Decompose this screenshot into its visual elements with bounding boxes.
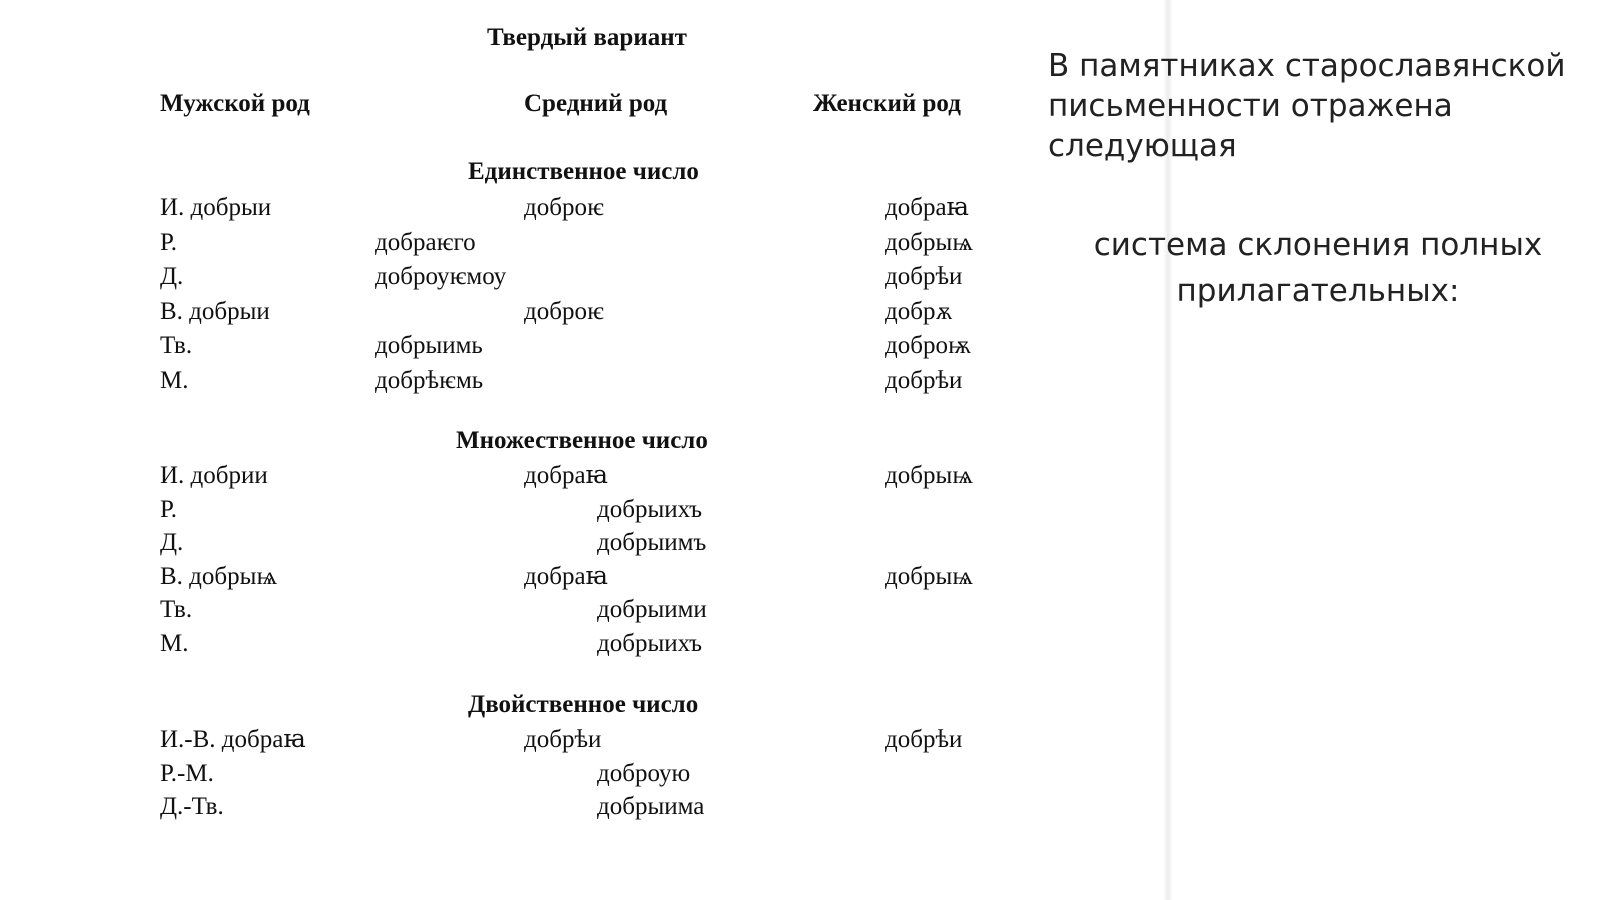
cell-shared: доброуѥмоу	[375, 263, 507, 290]
cell-feminine: добрѫ	[885, 297, 953, 325]
cell-common: доброую	[597, 759, 691, 787]
topic-line: прилагательных:	[1176, 273, 1460, 309]
cell-feminine: добрѣи	[885, 366, 963, 394]
table-title: Твердый вариант	[487, 24, 687, 51]
cell-case: В. добрыѩ	[160, 562, 278, 590]
cell-shared: добрыимь	[375, 332, 483, 359]
cell-shared: добраѥго	[375, 228, 476, 256]
topic-line: система склонения полных	[1093, 227, 1543, 263]
cell-case: Р.	[160, 495, 178, 523]
cell-case: И.-В. добраꙗ	[160, 726, 306, 753]
cell-feminine: добрѣи	[885, 726, 963, 753]
cell-feminine: добраꙗ	[885, 194, 970, 221]
cell-common: добрыихъ	[597, 495, 703, 523]
cell-common: добрыими	[597, 596, 707, 624]
column-header-feminine: Женский род	[813, 90, 961, 117]
column-header-neuter: Средний род	[524, 90, 668, 117]
cell-case: Тв.	[160, 596, 193, 624]
intro-text	[1048, 46, 1588, 166]
topic-text	[1048, 222, 1588, 314]
cell-case: Р.-М.	[160, 759, 214, 787]
cell-neuter: доброѥ	[524, 194, 604, 221]
cell-case: И. добрии	[160, 462, 268, 489]
intro-line: письменности отражена	[1048, 88, 1453, 124]
section-heading-plural: Множественное число	[456, 427, 708, 454]
cell-feminine: добрыѩ	[885, 462, 974, 489]
cell-neuter: доброѥ	[524, 297, 604, 325]
cell-case: Р.	[160, 228, 178, 256]
intro-line: следующая	[1048, 128, 1237, 164]
section-heading-dual: Двойственное число	[468, 691, 699, 718]
cell-case: Тв.	[160, 332, 193, 359]
cell-shared: добрѣѥмь	[375, 366, 484, 394]
cell-neuter: добраꙗ	[524, 562, 609, 590]
cell-case: Д.	[160, 263, 184, 290]
section-heading-singular: Единственное число	[468, 158, 699, 185]
cell-feminine: добрыѩ	[885, 562, 974, 590]
cell-case: Д.	[160, 529, 184, 557]
cell-case: И. добрыи	[160, 194, 272, 221]
cell-common: добрыихъ	[597, 630, 703, 657]
cell-common: добрыимъ	[597, 529, 707, 557]
cell-feminine: добрѣи	[885, 263, 963, 290]
cell-common: добрыима	[597, 793, 705, 821]
cell-case: Д.-Тв.	[160, 793, 224, 821]
cell-feminine: добрыѩ	[885, 228, 974, 256]
column-header-masculine: Мужской род	[160, 90, 310, 117]
cell-case: М.	[160, 366, 189, 394]
intro-line: В памятниках старославянской	[1048, 48, 1566, 84]
cell-feminine: доброѭ	[885, 332, 972, 359]
cell-case: В. добрыи	[160, 297, 270, 325]
cell-case: М.	[160, 630, 189, 657]
cell-neuter: добраꙗ	[524, 462, 609, 489]
cell-neuter: добрѣи	[524, 726, 602, 753]
